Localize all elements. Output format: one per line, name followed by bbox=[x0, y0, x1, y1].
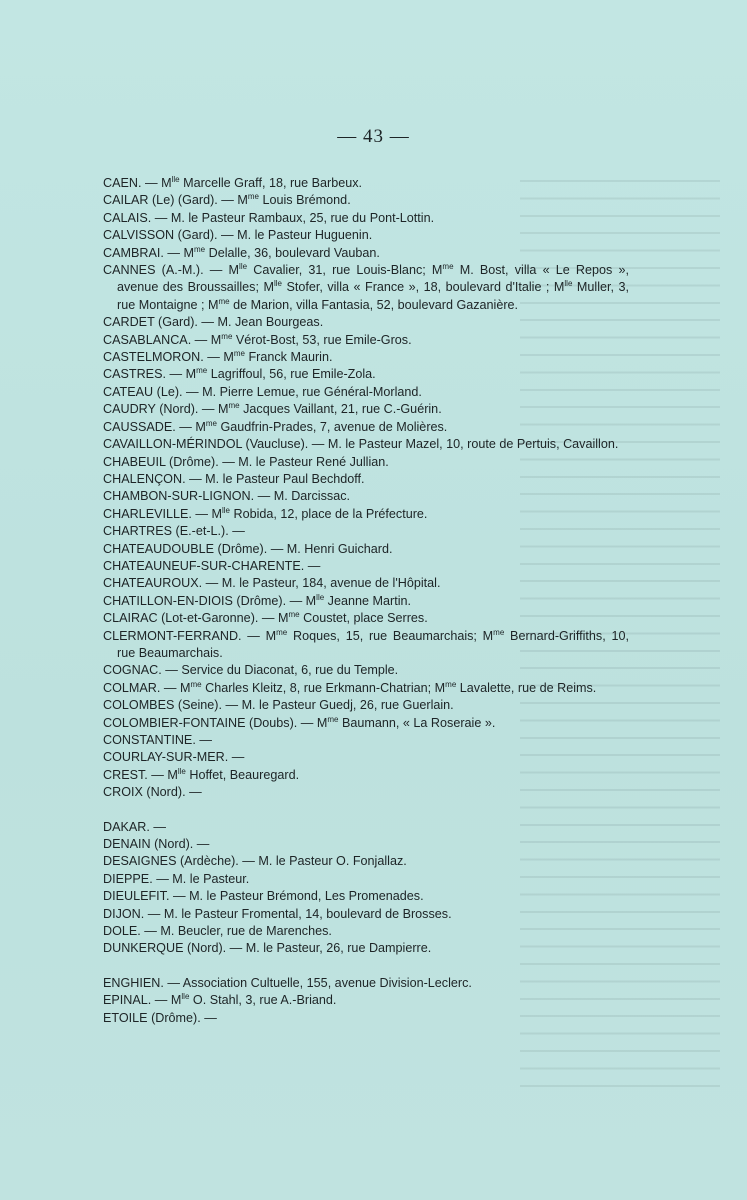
title-abbreviation: me bbox=[442, 262, 454, 272]
title-abbreviation: lle bbox=[221, 505, 230, 515]
directory-entry bbox=[103, 332, 629, 349]
directory-entry bbox=[103, 906, 629, 923]
entry-text: CROIX (Nord). — bbox=[103, 785, 202, 800]
title-abbreviation: me bbox=[493, 627, 505, 637]
directory-entry bbox=[103, 541, 629, 558]
directory-entry bbox=[103, 888, 629, 905]
entry-text: Roques, 15, rue Beaumarchais; M bbox=[287, 628, 494, 643]
directory-entry bbox=[103, 767, 629, 784]
title-abbreviation: me bbox=[445, 679, 457, 689]
directory-entry bbox=[103, 871, 629, 888]
directory-entry bbox=[103, 1010, 629, 1027]
directory-entry bbox=[103, 575, 629, 592]
directory-entry bbox=[103, 227, 629, 244]
directory-entry bbox=[103, 628, 629, 663]
entry-text: CHARLEVILLE. — M bbox=[103, 506, 222, 521]
entry-text: CHATEAUROUX. — M. le Pasteur, 184, avenue de l'Hôpital. bbox=[103, 576, 441, 591]
entry-text: DIJON. — M. le Pasteur Fromental, 14, boulevard de Brosses. bbox=[103, 906, 452, 921]
directory-entry bbox=[103, 349, 629, 366]
entry-text: CREST. — M bbox=[103, 767, 178, 782]
directory-entry bbox=[103, 749, 629, 766]
entry-text: O. Stahl, 3, rue A.-Briand. bbox=[189, 993, 337, 1008]
entry-text: CLAIRAC (Lot-et-Garonne). — M bbox=[103, 611, 289, 626]
directory-entry bbox=[103, 314, 629, 331]
directory-entry bbox=[103, 940, 629, 957]
title-abbreviation: me bbox=[247, 192, 259, 202]
entry-text: Vérot-Bost, 53, rue Emile-Gros. bbox=[232, 332, 412, 347]
directory-entry bbox=[103, 610, 629, 627]
entry-text: DOLE. — M. Beucler, rue de Marenches. bbox=[103, 924, 332, 939]
entry-text: COLOMBES (Seine). — M. le Pasteur Guedj, 26, rue Guerlain. bbox=[103, 698, 454, 713]
entry-text: Jeanne Martin. bbox=[324, 593, 411, 608]
directory-entry bbox=[103, 784, 629, 801]
entry-text: Franck Maurin. bbox=[244, 350, 333, 365]
directory-entry bbox=[103, 732, 629, 749]
entry-text: Baumann, « La Roseraie ». bbox=[338, 715, 496, 730]
directory-entry bbox=[103, 593, 629, 610]
title-abbreviation: me bbox=[233, 349, 245, 359]
entry-text: CAUDRY (Nord). — M bbox=[103, 402, 229, 417]
directory-entry bbox=[103, 697, 629, 714]
directory-entry bbox=[103, 175, 629, 192]
entry-text: DIEPPE. — M. le Pasteur. bbox=[103, 871, 250, 886]
entry-text: M. Bost, villa « Le Repos », avenue des Broussailles; M bbox=[117, 263, 629, 295]
directory-entry bbox=[103, 471, 629, 488]
entry-text: CHARTRES (E.-et-L.). — bbox=[103, 524, 245, 539]
entry-text: CAUSSADE. — M bbox=[103, 419, 206, 434]
directory-entry bbox=[103, 680, 629, 697]
entry-text: ENGHIEN. — Association Cultuelle, 155, avenue Division-Leclerc. bbox=[103, 975, 472, 990]
directory-entry bbox=[103, 975, 629, 992]
title-abbreviation: lle bbox=[273, 279, 282, 289]
directory-entry bbox=[103, 662, 629, 679]
directory-entry bbox=[103, 836, 629, 853]
title-abbreviation: lle bbox=[316, 592, 325, 602]
entry-text: Marcelle Graff, 18, rue Barbeux. bbox=[179, 176, 363, 190]
title-abbreviation: me bbox=[193, 244, 206, 254]
entry-text: COLMAR. — M bbox=[103, 680, 191, 695]
directory-entry bbox=[103, 436, 629, 453]
directory-entry bbox=[103, 923, 629, 940]
entry-text: CALVISSON (Gard). — M. le Pasteur Huguenin. bbox=[103, 228, 373, 243]
entry-text: CARDET (Gard). — M. Jean Bourgeas. bbox=[103, 315, 324, 330]
title-abbreviation: me bbox=[276, 627, 288, 637]
directory-entry bbox=[103, 715, 629, 732]
entry-text: Stofer, villa « France », 18, boulevard d'Italie ; M bbox=[281, 280, 565, 295]
entry-text: CANNES (A.-M.). — M bbox=[103, 263, 240, 278]
entry-text: CHATEAUDOUBLE (Drôme). — M. Henri Guichard. bbox=[103, 541, 393, 556]
entry-text: CAILAR (Le) (Gard). — M bbox=[103, 193, 248, 208]
entry-text: Louis Brémond. bbox=[258, 193, 351, 208]
entry-text: Cavalier, 31, rue Louis-Blanc; M bbox=[247, 263, 443, 278]
entry-text: CAEN. — M bbox=[103, 176, 172, 190]
entry-text: de Marion, villa Fantasia, 52, boulevard Gazanière. bbox=[229, 297, 519, 312]
entry-text: CAVAILLON-MÉRINDOL (Vaucluse). — M. le Pasteur Mazel, 10, route de Pertuis, Cavaillon. bbox=[103, 437, 619, 452]
entry-text: CASTRES. — M bbox=[103, 367, 197, 382]
entry-text: DESAIGNES (Ardèche). — M. le Pasteur O. Fonjallaz. bbox=[103, 854, 407, 869]
title-abbreviation: me bbox=[190, 679, 202, 689]
title-abbreviation: lle bbox=[181, 992, 190, 1002]
title-abbreviation: me bbox=[288, 610, 300, 620]
entry-text: Robida, 12, place de la Préfecture. bbox=[230, 506, 428, 521]
title-abbreviation: me bbox=[196, 366, 208, 376]
directory-entry bbox=[103, 558, 629, 575]
directory-entry bbox=[103, 853, 629, 870]
directory-entry bbox=[103, 419, 629, 436]
directory-list bbox=[103, 175, 629, 1027]
directory-entry bbox=[103, 506, 629, 523]
entry-text: CASTELMORON. — M bbox=[103, 350, 234, 365]
entry-text: DUNKERQUE (Nord). — M. le Pasteur, 26, rue Dampierre. bbox=[103, 941, 432, 956]
entry-text: CHATEAUNEUF-SUR-CHARENTE. — bbox=[103, 558, 321, 573]
entry-text: CALAIS. — M. le Pasteur Rambaux, 25, rue du Pont-Lottin. bbox=[103, 210, 435, 225]
directory-entry bbox=[103, 819, 629, 836]
entry-text: Lavalette, rue de Reims. bbox=[456, 680, 597, 695]
title-abbreviation: lle bbox=[564, 279, 573, 289]
directory-entry bbox=[103, 523, 629, 540]
entry-text: Bernard-Griffiths, 10, rue Beaumarchais. bbox=[117, 628, 629, 660]
entry-text: Coustet, place Serres. bbox=[299, 611, 428, 626]
directory-entry bbox=[103, 192, 629, 209]
entry-text: COLOMBIER-FONTAINE (Doubs). — M bbox=[103, 715, 328, 730]
directory-entry bbox=[103, 401, 629, 418]
entry-text: CHABEUIL (Drôme). — M. le Pasteur René Jullian. bbox=[103, 454, 389, 469]
entry-text: Delalle, 36, boulevard Vauban. bbox=[205, 245, 380, 260]
entry-text: CONSTANTINE. — bbox=[103, 733, 212, 747]
entry-text: Hoffet, Beauregard. bbox=[185, 767, 300, 782]
directory-entry bbox=[103, 262, 629, 314]
title-abbreviation: lle bbox=[177, 766, 186, 776]
directory-entry bbox=[103, 245, 629, 262]
page-number: — 43 — bbox=[337, 126, 410, 147]
entry-text: CHATILLON-EN-DIOIS (Drôme). — M bbox=[103, 593, 317, 608]
entry-text: CLERMONT-FERRAND. — M bbox=[103, 628, 277, 643]
title-abbreviation: me bbox=[327, 714, 339, 724]
entry-text: DIEULEFIT. — M. le Pasteur Brémond, Les Promenades. bbox=[103, 889, 424, 904]
entry-text: DENAIN (Nord). — bbox=[103, 837, 210, 852]
entry-text: CASABLANCA. — M bbox=[103, 332, 222, 347]
entry-text: CHAMBON-SUR-LIGNON. — M. Darcissac. bbox=[103, 489, 350, 504]
directory-entry bbox=[103, 210, 629, 227]
entry-text: Muller, 3, rue Montaigne ; M bbox=[117, 280, 629, 312]
entry-text: DAKAR. — bbox=[103, 819, 166, 834]
title-abbreviation: me bbox=[205, 418, 217, 428]
entry-text: COURLAY-SUR-MER. — bbox=[103, 750, 245, 765]
directory-entry bbox=[103, 992, 629, 1009]
directory-entry bbox=[103, 384, 629, 401]
title-abbreviation: lle bbox=[239, 262, 248, 272]
entry-text: EPINAL. — M bbox=[103, 993, 182, 1008]
directory-entry bbox=[103, 366, 629, 383]
title-abbreviation: me bbox=[218, 296, 230, 306]
entry-text: CAMBRAI. — M bbox=[103, 245, 194, 260]
entry-text: Charles Kleitz, 8, rue Erkmann-Chatrian; M bbox=[201, 680, 446, 695]
entry-text: CHALENÇON. — M. le Pasteur Paul Bechdoff. bbox=[103, 471, 365, 486]
entry-text: Jacques Vaillant, 21, rue C.-Guérin. bbox=[239, 402, 442, 417]
directory-entry bbox=[103, 454, 629, 471]
entry-text: Lagriffoul, 56, rue Emile-Zola. bbox=[207, 367, 376, 382]
entry-text: COGNAC. — Service du Diaconat, 6, rue du Temple. bbox=[103, 663, 399, 678]
title-abbreviation: lle bbox=[171, 175, 180, 184]
title-abbreviation: me bbox=[228, 401, 240, 411]
title-abbreviation: me bbox=[221, 331, 233, 341]
entry-text: ETOILE (Drôme). — bbox=[103, 1010, 217, 1025]
directory-entry bbox=[103, 488, 629, 505]
entry-text: CATEAU (Le). — M. Pierre Lemue, rue Général-Morland. bbox=[103, 384, 422, 399]
entry-text: Gaudfrin-Prades, 7, avenue de Molières. bbox=[217, 419, 448, 434]
